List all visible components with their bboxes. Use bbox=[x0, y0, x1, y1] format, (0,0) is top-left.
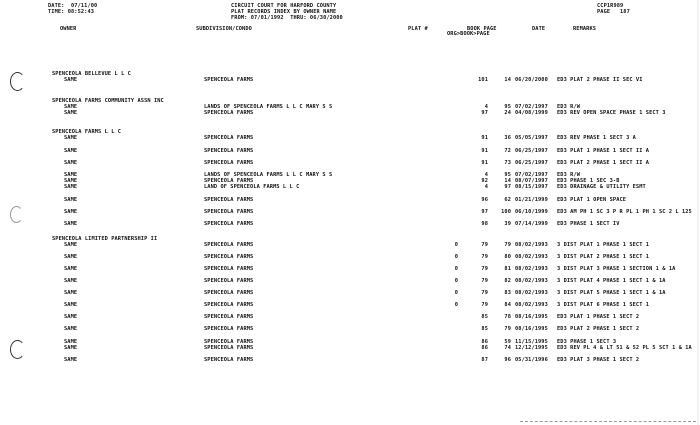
remarks-cell: ED3 PLAT 2 PHASE 1 SECT 2 bbox=[557, 326, 640, 332]
report-period: FROM: 07/01/1992 THRU: 06/30/2000 bbox=[231, 15, 343, 21]
table-row bbox=[0, 185, 700, 197]
date-cell: 08/07/1997 bbox=[515, 178, 548, 184]
date-cell: 08/02/1993 bbox=[515, 290, 548, 296]
table-row bbox=[0, 136, 700, 148]
page-cell: 81 bbox=[504, 266, 511, 272]
col-owner-header: OWNER bbox=[60, 26, 77, 32]
subdivision-cell: SPENCEOLA FARMS bbox=[204, 254, 254, 260]
owner-cell: SAME bbox=[64, 104, 78, 110]
page-cell: 97 bbox=[504, 184, 511, 190]
book-cell: 79 bbox=[481, 302, 488, 308]
book-cell: 4 bbox=[484, 172, 488, 178]
remarks-cell: ED3 REV PHASE 1 SECT 3 A bbox=[557, 135, 636, 141]
remarks-cell: ED3 PLAT 2 PHASE II SEC VI bbox=[557, 77, 643, 83]
owner-cell: SAME bbox=[64, 278, 78, 284]
subdivision-cell: LAND OF SPENCEOLA FARMS L L C bbox=[204, 184, 300, 190]
owner-cell: SAME bbox=[64, 184, 78, 190]
org-cell: 0 bbox=[454, 278, 458, 284]
remarks-cell: ED3 PLAT 1 OPEN SPACE bbox=[557, 197, 627, 203]
remarks-cell: ED3 R/W bbox=[557, 104, 581, 110]
col-plat-header: PLAT # bbox=[408, 26, 428, 32]
page-cell: 95 bbox=[504, 104, 511, 110]
book-cell: 86 bbox=[481, 339, 488, 345]
date-cell: 08/16/1995 bbox=[515, 326, 548, 332]
owner-cell: SAME bbox=[64, 77, 78, 83]
subdivision-cell: SPENCEOLA FARMS bbox=[204, 77, 254, 83]
page-cell: 79 bbox=[504, 326, 511, 332]
owner-cell: SAME bbox=[64, 314, 78, 320]
book-cell: 98 bbox=[481, 221, 488, 227]
book-cell: 85 bbox=[481, 326, 488, 332]
col-org-book-page-header: ORG>BOOK>PAGE bbox=[447, 31, 490, 37]
page-cell: 24 bbox=[504, 110, 511, 116]
page-cell: 14 bbox=[504, 77, 511, 83]
owner-group-name: SPENCEOLA FARMS COMMUNITY ASSN INC bbox=[52, 98, 164, 104]
date-cell: 07/02/1997 bbox=[515, 172, 548, 178]
book-cell: 86 bbox=[481, 345, 488, 351]
subdivision-cell: SPENCEOLA FARMS bbox=[204, 110, 254, 116]
subdivision-cell: SPENCEOLA FARMS bbox=[204, 290, 254, 296]
owner-cell: SAME bbox=[64, 266, 78, 272]
date-cell: 08/02/1993 bbox=[515, 302, 548, 308]
remarks-cell: ED3 PHASE 1 SECT IV bbox=[557, 221, 620, 227]
book-cell: 97 bbox=[481, 209, 488, 215]
owner-cell: SAME bbox=[64, 254, 78, 260]
owner-cell: SAME bbox=[64, 178, 78, 184]
subdivision-cell: SPENCEOLA FARMS bbox=[204, 178, 254, 184]
page-edge bbox=[697, 0, 699, 425]
page-cell: 79 bbox=[504, 242, 511, 248]
date-cell: 06/25/1997 bbox=[515, 148, 548, 154]
table-row bbox=[0, 222, 700, 234]
col-date-header: DATE bbox=[532, 26, 546, 32]
page-cell: 82 bbox=[504, 278, 511, 284]
date-cell: 12/12/1995 bbox=[515, 345, 548, 351]
page-cell: 62 bbox=[504, 197, 511, 203]
page-cell: 36 bbox=[504, 135, 511, 141]
date-cell: 04/08/1999 bbox=[515, 110, 548, 116]
book-cell: 92 bbox=[481, 178, 488, 184]
subdivision-cell: SPENCEOLA FARMS bbox=[204, 197, 254, 203]
remarks-cell: 3 DIST PLAT 2 PHASE 1 SECT 1 bbox=[557, 254, 650, 260]
subdivision-cell: SPENCEOLA FARMS bbox=[204, 314, 254, 320]
subdivision-cell: LANDS OF SPENCEOLA FARMS L L C MARY S S bbox=[204, 172, 333, 178]
col-subdivision-header: SUBDIVISION/CONDO bbox=[196, 26, 252, 32]
page-cell: 78 bbox=[504, 314, 511, 320]
page-cell: 100 bbox=[501, 209, 511, 215]
owner-cell: SAME bbox=[64, 302, 78, 308]
col-remarks-header: REMARKS bbox=[573, 26, 597, 32]
book-cell: 91 bbox=[481, 148, 488, 154]
book-cell: 91 bbox=[481, 160, 488, 166]
date-cell: 06/20/2000 bbox=[515, 77, 548, 83]
book-cell: 4 bbox=[484, 104, 488, 110]
page-divider bbox=[520, 421, 696, 422]
table-row bbox=[0, 358, 700, 370]
page-cell: 95 bbox=[504, 172, 511, 178]
page-number: PAGE 187 bbox=[597, 9, 630, 15]
book-cell: 4 bbox=[484, 184, 488, 190]
page-cell: 59 bbox=[504, 339, 511, 345]
owner-cell: SAME bbox=[64, 197, 78, 203]
owner-cell: SAME bbox=[64, 110, 78, 116]
book-cell: 101 bbox=[478, 77, 488, 83]
owner-cell: SAME bbox=[64, 135, 78, 141]
page-cell: 39 bbox=[504, 221, 511, 227]
remarks-cell: ED3 REV OPEN SPACE PHASE 1 SECT 3 bbox=[557, 110, 666, 116]
book-cell: 79 bbox=[481, 242, 488, 248]
page-cell: 74 bbox=[504, 345, 511, 351]
date-cell: 11/15/1995 bbox=[515, 339, 548, 345]
remarks-cell: 3 DIST PLAT 1 PHASE 1 SECT 1 bbox=[557, 242, 650, 248]
table-row bbox=[0, 78, 700, 90]
org-cell: 0 bbox=[454, 266, 458, 272]
book-cell: 91 bbox=[481, 135, 488, 141]
subdivision-cell: LANDS OF SPENCEOLA FARMS L L C MARY S S bbox=[204, 104, 333, 110]
book-cell: 79 bbox=[481, 290, 488, 296]
owner-cell: SAME bbox=[64, 345, 78, 351]
remarks-cell: 3 DIST PLAT 3 PHASE 1 SECTION 1 & 1A bbox=[557, 266, 676, 272]
page-cell: 14 bbox=[504, 178, 511, 184]
court-name: CIRCUIT COURT FOR HARFORD COUNTY bbox=[231, 3, 337, 9]
org-cell: 0 bbox=[454, 302, 458, 308]
subdivision-cell: SPENCEOLA FARMS bbox=[204, 242, 254, 248]
date-cell: 08/02/1993 bbox=[515, 242, 548, 248]
remarks-cell: ED3 PLAT 3 PHASE 1 SECT 2 bbox=[557, 357, 640, 363]
date-cell: 08/02/1993 bbox=[515, 254, 548, 260]
col-book-page-header: BOOK PAGE bbox=[467, 26, 497, 32]
subdivision-cell: SPENCEOLA FARMS bbox=[204, 209, 254, 215]
owner-cell: SAME bbox=[64, 326, 78, 332]
subdivision-cell: SPENCEOLA FARMS bbox=[204, 345, 254, 351]
remarks-cell: ED3 PLAT 1 PHASE 1 SECT II A bbox=[557, 148, 650, 154]
remarks-cell: ED3 R/W bbox=[557, 172, 581, 178]
table-row bbox=[0, 327, 700, 339]
remarks-cell: ED3 PLAT 2 PHASE 1 SECT II A bbox=[557, 160, 650, 166]
owner-cell: SAME bbox=[64, 357, 78, 363]
page-cell: 83 bbox=[504, 290, 511, 296]
remarks-cell: 3 DIST PLAT 4 PHASE 1 SECT 1 & 1A bbox=[557, 278, 666, 284]
org-cell: 0 bbox=[454, 254, 458, 260]
owner-cell: SAME bbox=[64, 290, 78, 296]
subdivision-cell: SPENCEOLA FARMS bbox=[204, 339, 254, 345]
page-cell: 73 bbox=[504, 160, 511, 166]
book-cell: 79 bbox=[481, 266, 488, 272]
table-row bbox=[0, 161, 700, 173]
owner-group-name: SPENCEOLA LIMITED PARTNERSHIP II bbox=[52, 236, 158, 242]
remarks-cell: ED3 REV PL 4 & LT 51 & 52 PL 5 SCT 1 & 1A bbox=[557, 345, 692, 351]
subdivision-cell: SPENCEOLA FARMS bbox=[204, 135, 254, 141]
book-cell: 85 bbox=[481, 314, 488, 320]
owner-cell: SAME bbox=[64, 221, 78, 227]
remarks-cell: ED3 DRAINAGE & UTILITY ESMT bbox=[557, 184, 646, 190]
book-cell: 79 bbox=[481, 278, 488, 284]
owner-cell: SAME bbox=[64, 160, 78, 166]
remarks-cell: ED3 PLAT 1 PHASE 1 SECT 2 bbox=[557, 314, 640, 320]
subdivision-cell: SPENCEOLA FARMS bbox=[204, 302, 254, 308]
date-cell: 07/02/1997 bbox=[515, 104, 548, 110]
date-cell: 08/15/1997 bbox=[515, 184, 548, 190]
remarks-cell: 3 DIST PLAT 6 PHASE 1 SECT 1 bbox=[557, 302, 650, 308]
subdivision-cell: SPENCEOLA FARMS bbox=[204, 357, 254, 363]
subdivision-cell: SPENCEOLA FARMS bbox=[204, 148, 254, 154]
owner-cell: SAME bbox=[64, 242, 78, 248]
book-cell: 79 bbox=[481, 254, 488, 260]
owner-group-name: SPENCEOLA FARMS L L C bbox=[52, 129, 122, 135]
owner-cell: SAME bbox=[64, 148, 78, 154]
date-cell: 08/02/1993 bbox=[515, 266, 548, 272]
report-time: TIME: 08:52:43 bbox=[48, 9, 95, 15]
owner-cell: SAME bbox=[64, 339, 78, 345]
table-row bbox=[0, 111, 700, 123]
page-cell: 96 bbox=[504, 357, 511, 363]
date-cell: 08/02/1993 bbox=[515, 278, 548, 284]
subdivision-cell: SPENCEOLA FARMS bbox=[204, 326, 254, 332]
report-id: CCP1R989 bbox=[597, 3, 624, 9]
page-cell: 72 bbox=[504, 148, 511, 154]
remarks-cell: ED3 PHASE 1 SECT 3 bbox=[557, 339, 617, 345]
org-cell: 0 bbox=[454, 242, 458, 248]
owner-cell: SAME bbox=[64, 172, 78, 178]
page-cell: 80 bbox=[504, 254, 511, 260]
owner-cell: SAME bbox=[64, 209, 78, 215]
date-cell: 01/21/1999 bbox=[515, 197, 548, 203]
date-cell: 06/25/1997 bbox=[515, 160, 548, 166]
org-cell: 0 bbox=[454, 290, 458, 296]
remarks-cell: ED3 AM PH 1 SC 3 P R PL 1 PH 1 SC 2 L 125 bbox=[557, 209, 692, 215]
report-date: DATE: 07/11/00 bbox=[48, 3, 98, 9]
date-cell: 05/31/1996 bbox=[515, 357, 548, 363]
report-title: PLAT RECORDS INDEX BY OWNER NAME bbox=[231, 9, 337, 15]
date-cell: 06/10/1999 bbox=[515, 209, 548, 215]
book-cell: 96 bbox=[481, 197, 488, 203]
book-cell: 97 bbox=[481, 110, 488, 116]
remarks-cell: ED3 PHASE 1 SEC 3-B bbox=[557, 178, 620, 184]
book-cell: 87 bbox=[481, 357, 488, 363]
subdivision-cell: SPENCEOLA FARMS bbox=[204, 221, 254, 227]
remarks-cell: 3 DIST PLAT 5 PHASE 1 SECT 1 & 1A bbox=[557, 290, 666, 296]
page-cell: 84 bbox=[504, 302, 511, 308]
subdivision-cell: SPENCEOLA FARMS bbox=[204, 160, 254, 166]
date-cell: 07/14/1999 bbox=[515, 221, 548, 227]
owner-group-name: SPENCEOLA BELLEVUE L L C bbox=[52, 71, 131, 77]
date-cell: 08/16/1995 bbox=[515, 314, 548, 320]
date-cell: 05/05/1997 bbox=[515, 135, 548, 141]
subdivision-cell: SPENCEOLA FARMS bbox=[204, 278, 254, 284]
subdivision-cell: SPENCEOLA FARMS bbox=[204, 266, 254, 272]
